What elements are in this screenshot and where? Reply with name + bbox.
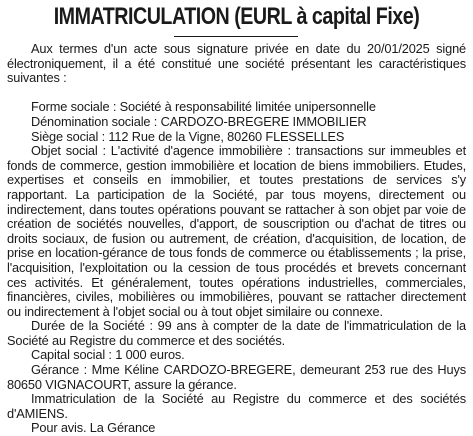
title-underline	[174, 36, 298, 37]
corporate-purpose: Objet social : L'activité d'agence immobilière : transactions sur immeubles et fonds de commerce, gestion immobilière et location de biens immobiliers. Etudes, expertises et conseils en immobilier, et toutes prestations de services s'y rapportant. La participation de la Société, par tous moyens, directement ou indirectement, dans toutes opérations pouvant se rattacher à son objet par voie de création de sociétés nouvelles, d'apport, de souscription ou d'achat de titres ou droits sociaux, de fusion ou autrement, de création, d'acquisition, de location, de prise en location-gérance de tous fonds de commerce ou établissements ; la prise, l'acquisition, l'exploitation ou la cession de tous procédés et brevets concernant ces activités. Et généralement, toutes opérations industrielles, commerciales, financières, civiles, mobilières ou immobilières, pouvant se rattacher directement ou indirectement à l'objet social ou à tout objet similaire ou connexe.	[7, 143, 466, 319]
share-capital: Capital social : 1 000 euros.	[31, 347, 185, 363]
company-duration: Durée de la Société : 99 ans à compter de la date de l'immatriculation de la Société au Registre du commerce et des sociétés.	[7, 318, 466, 348]
notice-body	[7, 42, 466, 436]
notice-title: IMMATRICULATION (EURL à capital Fixe)	[53, 3, 420, 30]
registration: Immatriculation de la Société au Registre du commerce et des sociétés d'AMIENS.	[7, 391, 466, 421]
registered-office: Siège social : 112 Rue de la Vigne, 80260 FLESSELLES	[31, 128, 345, 144]
legal-form: Forme sociale : Société à responsabilité limitée unipersonnelle	[31, 99, 376, 115]
company-name: Dénomination sociale : CARDOZO-BREGERE IMMOBILIER	[31, 113, 367, 129]
signature: Pour avis. La Gérance	[31, 420, 156, 436]
management: Gérance : Mme Kéline CARDOZO-BREGERE, demeurant 253 rue des Huys 80650 VIGNACOURT, assure la gérance.	[7, 362, 466, 392]
intro-paragraph: Aux termes d'un acte sous signature privée en date du 20/01/2025 signé électroniquement, il a été constitué une société présentant les caractéristiques suivantes :	[7, 41, 466, 86]
paragraph-spacer	[7, 86, 466, 101]
